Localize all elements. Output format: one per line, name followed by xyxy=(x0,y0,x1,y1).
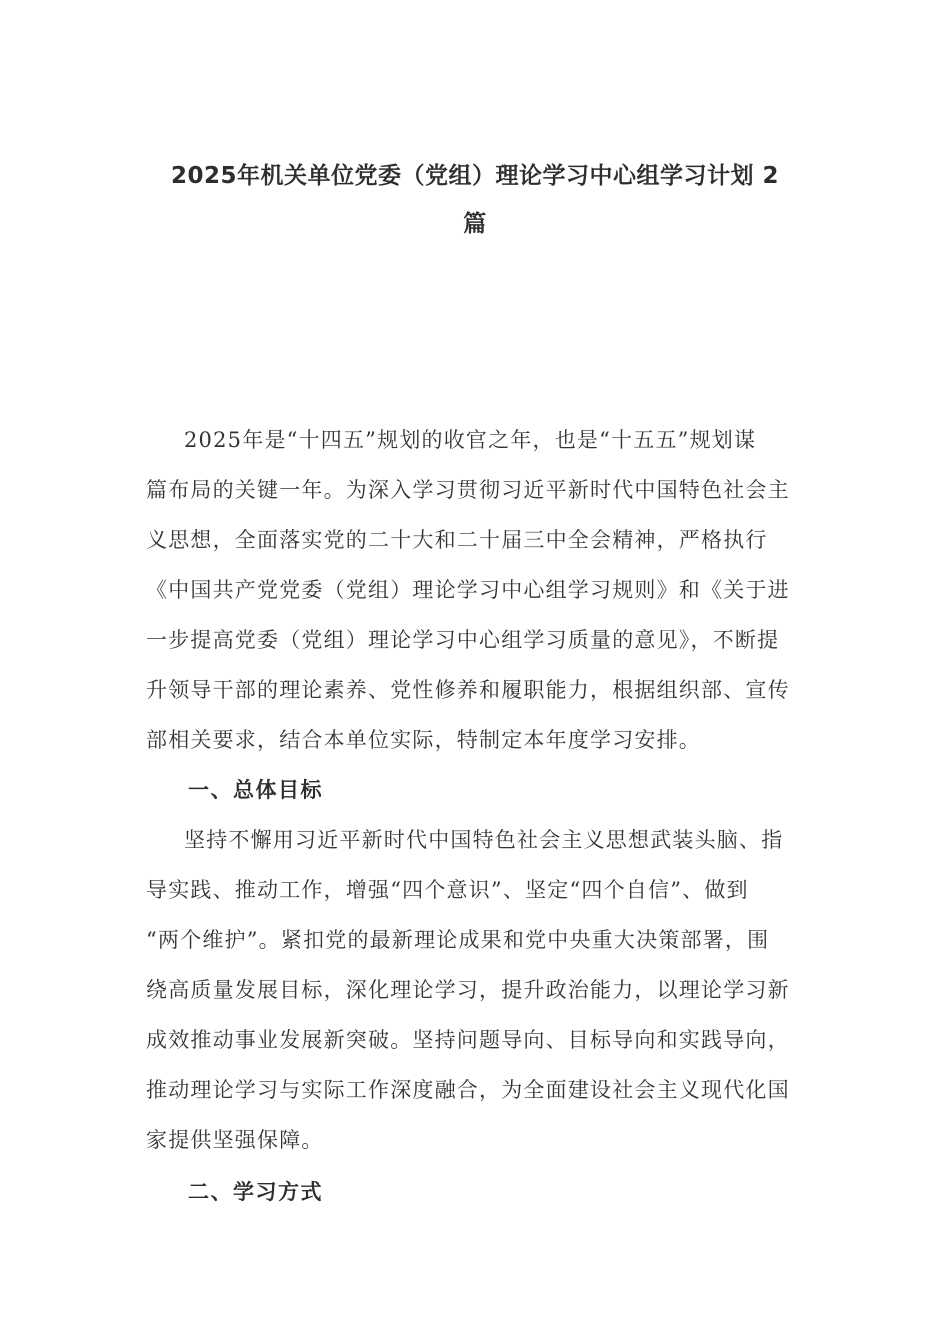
paragraph-line: 2025年是“十四五”规划的收官之年，也是“十五五”规划谋 xyxy=(184,428,757,452)
paragraph-line: 义思想，全面落实党的二十大和二十届三中全会精神，严格执行 xyxy=(146,528,768,552)
paragraph-line: 部相关要求，结合本单位实际，特制定本年度学习安排。 xyxy=(146,728,701,752)
section1-paragraph xyxy=(146,815,796,1165)
paragraph-line: 一步提高党委（党组）理论学习中心组学习质量的意见》，不断提 xyxy=(146,628,780,652)
section-heading-overall-goal: 一、总体目标 xyxy=(188,778,323,802)
paragraph-line: 升领导干部的理论素养、党性修养和履职能力，根据组织部、宣传 xyxy=(146,678,790,702)
intro-paragraph xyxy=(146,415,796,765)
paragraph-line: “两个维护”。紧扣党的最新理论成果和党中央重大决策部署，围 xyxy=(146,928,770,952)
paragraph-line: 绕高质量发展目标，深化理论学习，提升政治能力，以理论学习新 xyxy=(146,978,790,1002)
paragraph-line: 坚持不懈用习近平新时代中国特色社会主义思想武装头脑、指 xyxy=(184,828,784,852)
paragraph-line: 导实践、推动工作，增强“四个意识”、坚定“四个自信”、做到 xyxy=(146,878,749,902)
paragraph-line: 成效推动事业发展新突破。坚持问题导向、目标导向和实践导向， xyxy=(146,1028,790,1052)
paragraph-line: 推动理论学习与实际工作深度融合，为全面建设社会主义现代化国 xyxy=(146,1078,790,1102)
paragraph-line: 《中国共产党党委（党组）理论学习中心组学习规则》和《关于进 xyxy=(146,578,790,602)
document-title-line-1: 2025年机关单位党委（党组）理论学习中心组学习计划 2 xyxy=(170,163,780,189)
section-heading-learning-method: 二、学习方式 xyxy=(188,1180,323,1204)
document-title-line-2: 篇 xyxy=(463,211,487,237)
paragraph-line: 篇布局的关键一年。为深入学习贯彻习近平新时代中国特色社会主 xyxy=(146,478,790,502)
paragraph-line: 家提供坚强保障。 xyxy=(146,1128,324,1152)
